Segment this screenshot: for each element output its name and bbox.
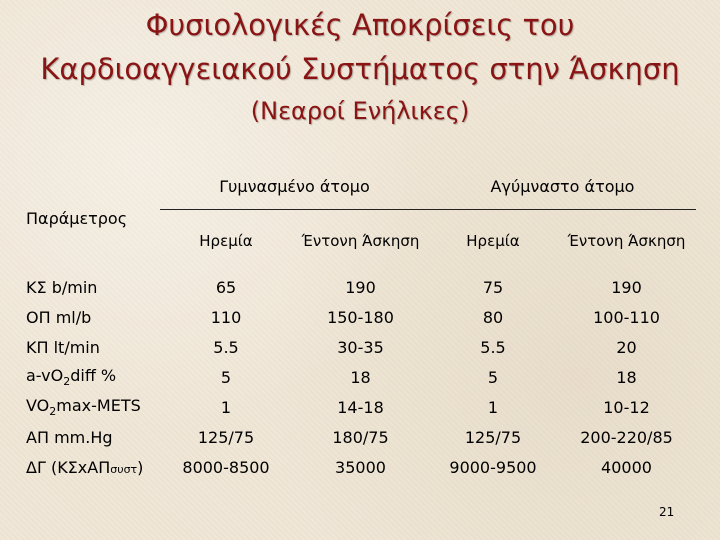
sub-header-exercise-trained: Έντονη Άσκηση [301,232,420,250]
value-cell: 125/75 [197,427,255,447]
table-row [26,452,696,482]
value-cell: 5.5 [213,337,239,357]
value-cell: 9000-9500 [449,457,537,477]
value-cell: 100-110 [593,307,660,327]
value-cell: 110 [210,307,242,327]
parameter-cell: ΚΣ b/min [26,277,98,297]
value-cell: 1 [487,397,499,417]
value-cell: 75 [482,277,504,297]
parameter-cell: ΔΓ (ΚΣxΑΠσυστ) [26,457,144,477]
value-cell: 5 [220,367,232,387]
untrained-group-label: Αγύμναστο άτομο [490,176,635,196]
value-cell: 190 [345,277,376,297]
table-row [26,272,696,302]
value-cell: 65 [215,277,237,297]
value-cell: 18 [616,367,637,387]
value-cell: 190 [611,277,642,297]
value-cell: 5.5 [480,337,506,357]
slide-title-line-2: Καρδιοαγγειακού Συστήματος στην Άσκηση [40,52,680,86]
group-header-row [26,165,696,210]
parameter-header: Παράμετρος [26,209,128,228]
table-row [26,422,696,452]
slide-subtitle: (Νεαροί Ενήλικες) [250,97,470,125]
value-cell: 14-18 [337,397,384,417]
value-cell: 80 [482,307,504,327]
table-row [26,392,696,422]
parameter-cell: $VO_2\max$-METS [26,395,141,419]
value-cell: 35000 [335,457,386,477]
table-row [26,362,696,392]
value-cell: 5 [487,367,499,387]
untrained-group-header [429,165,696,210]
value-cell: 10-12 [603,397,650,417]
trained-group-label: Γυμνασμένο άτομο [219,176,370,196]
table-row [26,302,696,332]
value-cell: 200-220/85 [580,427,673,447]
value-cell: 8000-8500 [182,457,270,477]
sub-header-rest-untrained: Ηρεμία [466,232,520,250]
parameter-cell: ΚΠ lt/min [26,337,100,357]
trained-group-header [160,165,429,210]
table-row [26,332,696,362]
value-cell: 30-35 [337,337,384,357]
sub-header-exercise-untrained: Έντονη Άσκηση [567,232,686,250]
parameter-cell: $a-vO_2diff$ % [26,365,117,389]
value-cell: 150-180 [327,307,394,327]
slide-title-line-1: Φυσιολογικές Αποκρίσεις του [145,8,575,42]
parameter-cell: ΟΠ ml/b [26,307,92,327]
sub-header-rest-trained: Ηρεμία [199,232,253,250]
value-cell: 125/75 [464,427,522,447]
value-cell: 180/75 [332,427,389,447]
cardio-response-table [26,165,696,482]
value-cell: 18 [350,367,371,387]
parameter-cell: ΑΠ mm.Hg [26,427,113,447]
value-cell: 20 [616,337,637,357]
value-cell: 1 [220,397,232,417]
page-number: 21 [659,505,675,519]
value-cell: 40000 [601,457,652,477]
